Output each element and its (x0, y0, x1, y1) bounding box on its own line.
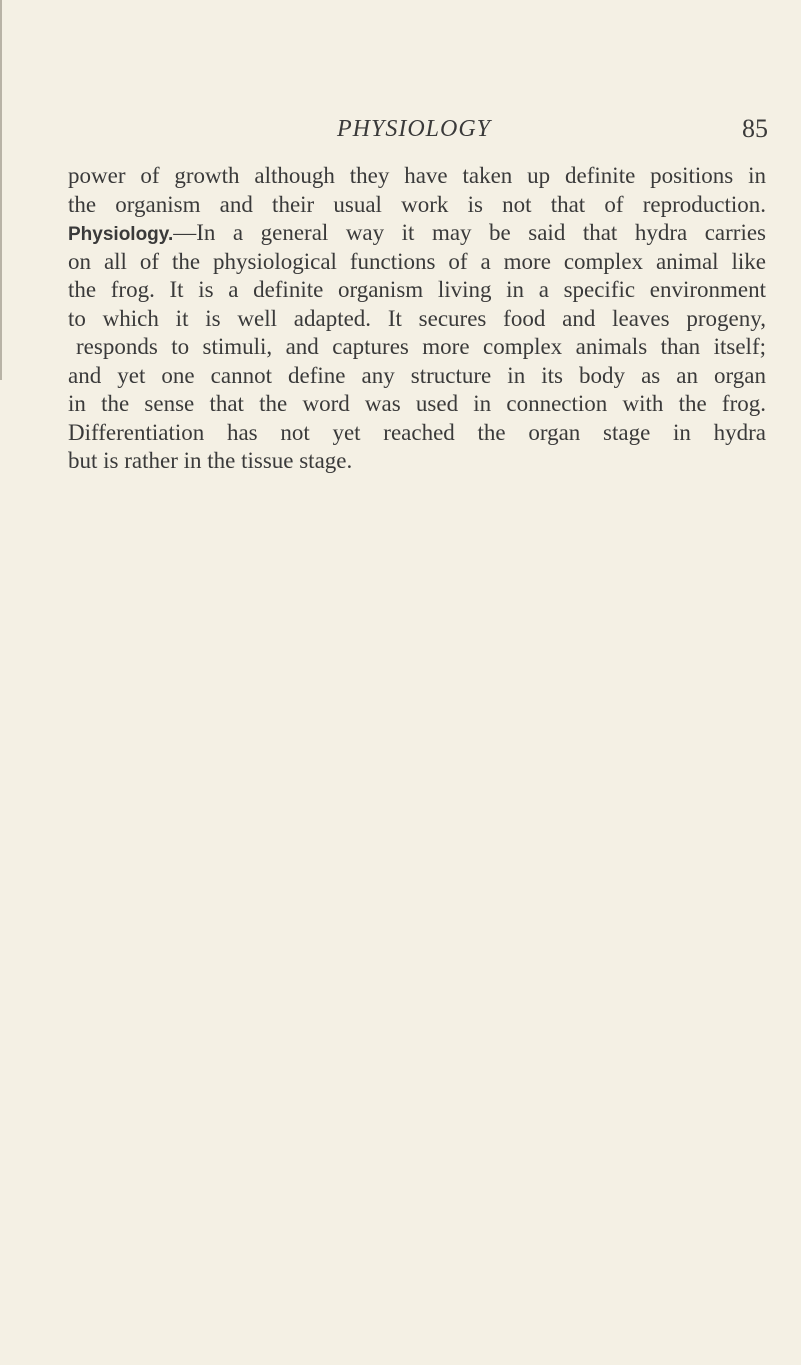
body-paragraphs (68, 162, 766, 476)
text-line-3-rest: —In a general way it may be said that hydra carries (173, 220, 766, 245)
text-line-4: on all of the physiological functions of a more complex animal like (68, 248, 766, 274)
text-line-9: in the sense that the word was used in connection with the frog. (68, 391, 766, 416)
page-number: 85 (742, 114, 768, 143)
text-line-6: to which it is well adapted. It secures food and leaves progeny, (68, 305, 766, 331)
running-title: PHYSIOLOGY (336, 116, 492, 142)
text-line-5: the frog. It is a definite organism living in a specific environment (68, 277, 766, 302)
text-line-2: the organism and their usual work is not that of reproduction. (68, 191, 766, 217)
text-line-3 (68, 219, 766, 248)
text-line-1: power of growth although they have taken up definite positions in (68, 163, 766, 188)
text-line-7: responds to stimuli, and captures more complex animals than itself; (76, 334, 766, 359)
left-margin-edge (0, 0, 2, 380)
running-header (60, 112, 768, 146)
text-line-8: and yet one cannot define any structure in its body as an organ (68, 362, 766, 388)
section-heading-physiology: Physiology. (68, 224, 174, 245)
text-line-11: but is rather in the tissue stage. (68, 448, 353, 473)
text-line-10: Differentiation has not yet reached the organ stage in hydra (68, 419, 766, 445)
